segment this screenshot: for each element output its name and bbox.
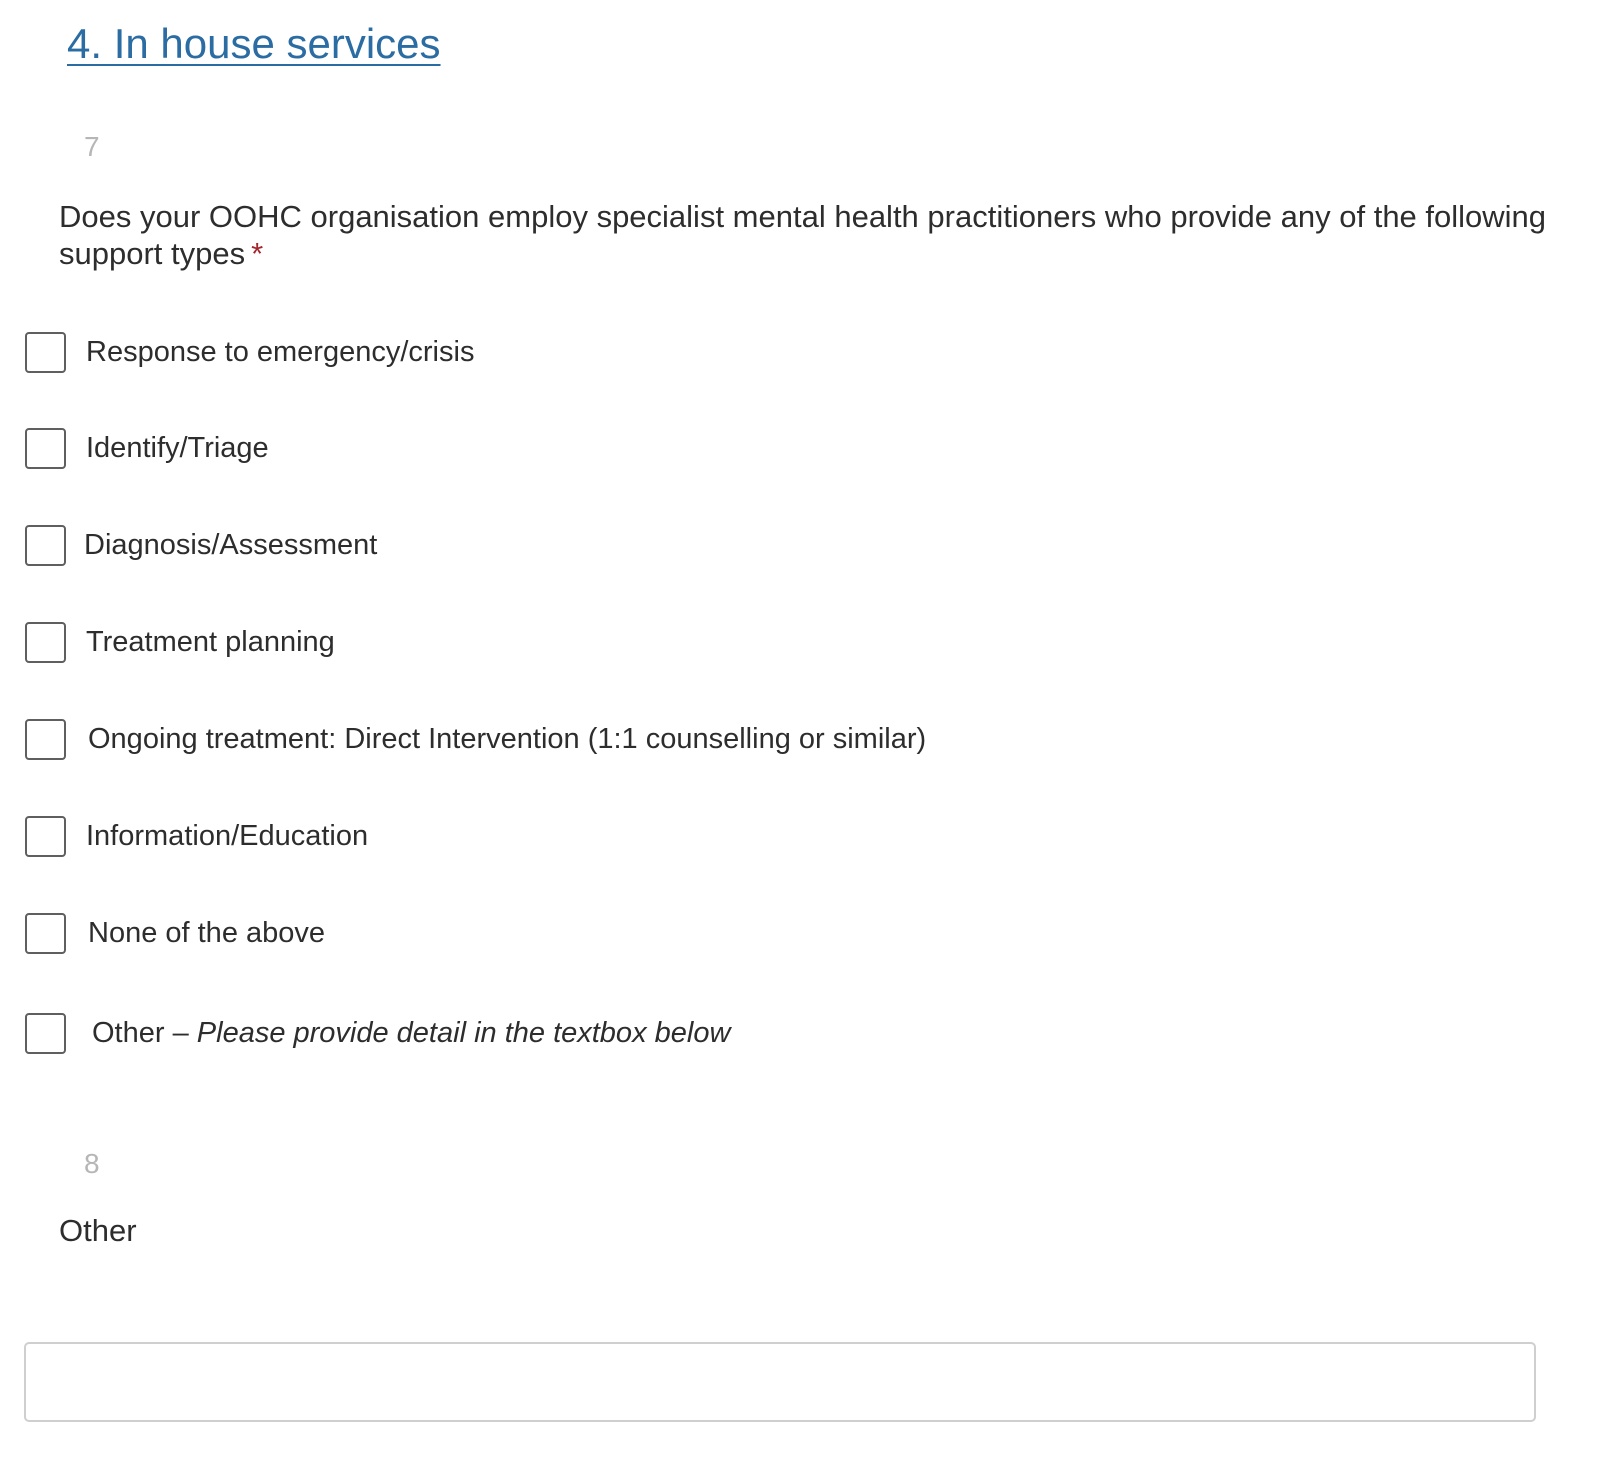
checkbox[interactable] bbox=[25, 428, 66, 469]
checkbox[interactable] bbox=[25, 816, 66, 857]
option-information-education[interactable] bbox=[25, 814, 368, 858]
option-label: Treatment planning bbox=[86, 625, 335, 658]
option-other[interactable] bbox=[25, 1011, 730, 1055]
checkbox[interactable] bbox=[25, 332, 66, 373]
checkbox[interactable] bbox=[25, 525, 66, 566]
option-label: Response to emergency/crisis bbox=[86, 335, 475, 368]
checkbox[interactable] bbox=[25, 913, 66, 954]
checkbox[interactable] bbox=[25, 622, 66, 663]
option-diagnosis-assessment[interactable] bbox=[25, 523, 377, 567]
question-8-text: Other bbox=[59, 1213, 137, 1248]
option-response-emergency-crisis[interactable] bbox=[25, 330, 474, 374]
option-other-label: Other – bbox=[92, 1016, 197, 1049]
required-asterisk: * bbox=[251, 236, 264, 271]
question-7-number: 7 bbox=[84, 131, 100, 162]
question-8-number: 8 bbox=[84, 1148, 100, 1179]
option-label: Identify/Triage bbox=[86, 431, 269, 464]
option-label: Ongoing treatment: Direct Intervention (1:1 counselling or similar) bbox=[88, 722, 927, 755]
option-label bbox=[92, 1017, 730, 1050]
option-treatment-planning[interactable] bbox=[25, 620, 335, 664]
option-label: None of the above bbox=[88, 916, 326, 949]
option-label: Information/Education bbox=[86, 819, 369, 852]
option-none-of-the-above[interactable] bbox=[25, 911, 325, 955]
option-ongoing-treatment[interactable] bbox=[25, 717, 926, 761]
option-label: Diagnosis/Assessment bbox=[84, 528, 378, 561]
question-7-label: Does your OOHC organisation employ specialist mental health practitioners who provide any of the following support types bbox=[59, 199, 1547, 271]
section-title-link[interactable]: 4. In house services bbox=[67, 20, 441, 67]
checkbox[interactable] bbox=[25, 1013, 66, 1054]
checkbox[interactable] bbox=[25, 719, 66, 760]
option-other-hint: Please provide detail in the textbox below bbox=[196, 1016, 731, 1049]
other-detail-input[interactable] bbox=[24, 1342, 1536, 1422]
option-identify-triage[interactable] bbox=[25, 426, 269, 470]
question-7-text bbox=[59, 198, 1559, 272]
